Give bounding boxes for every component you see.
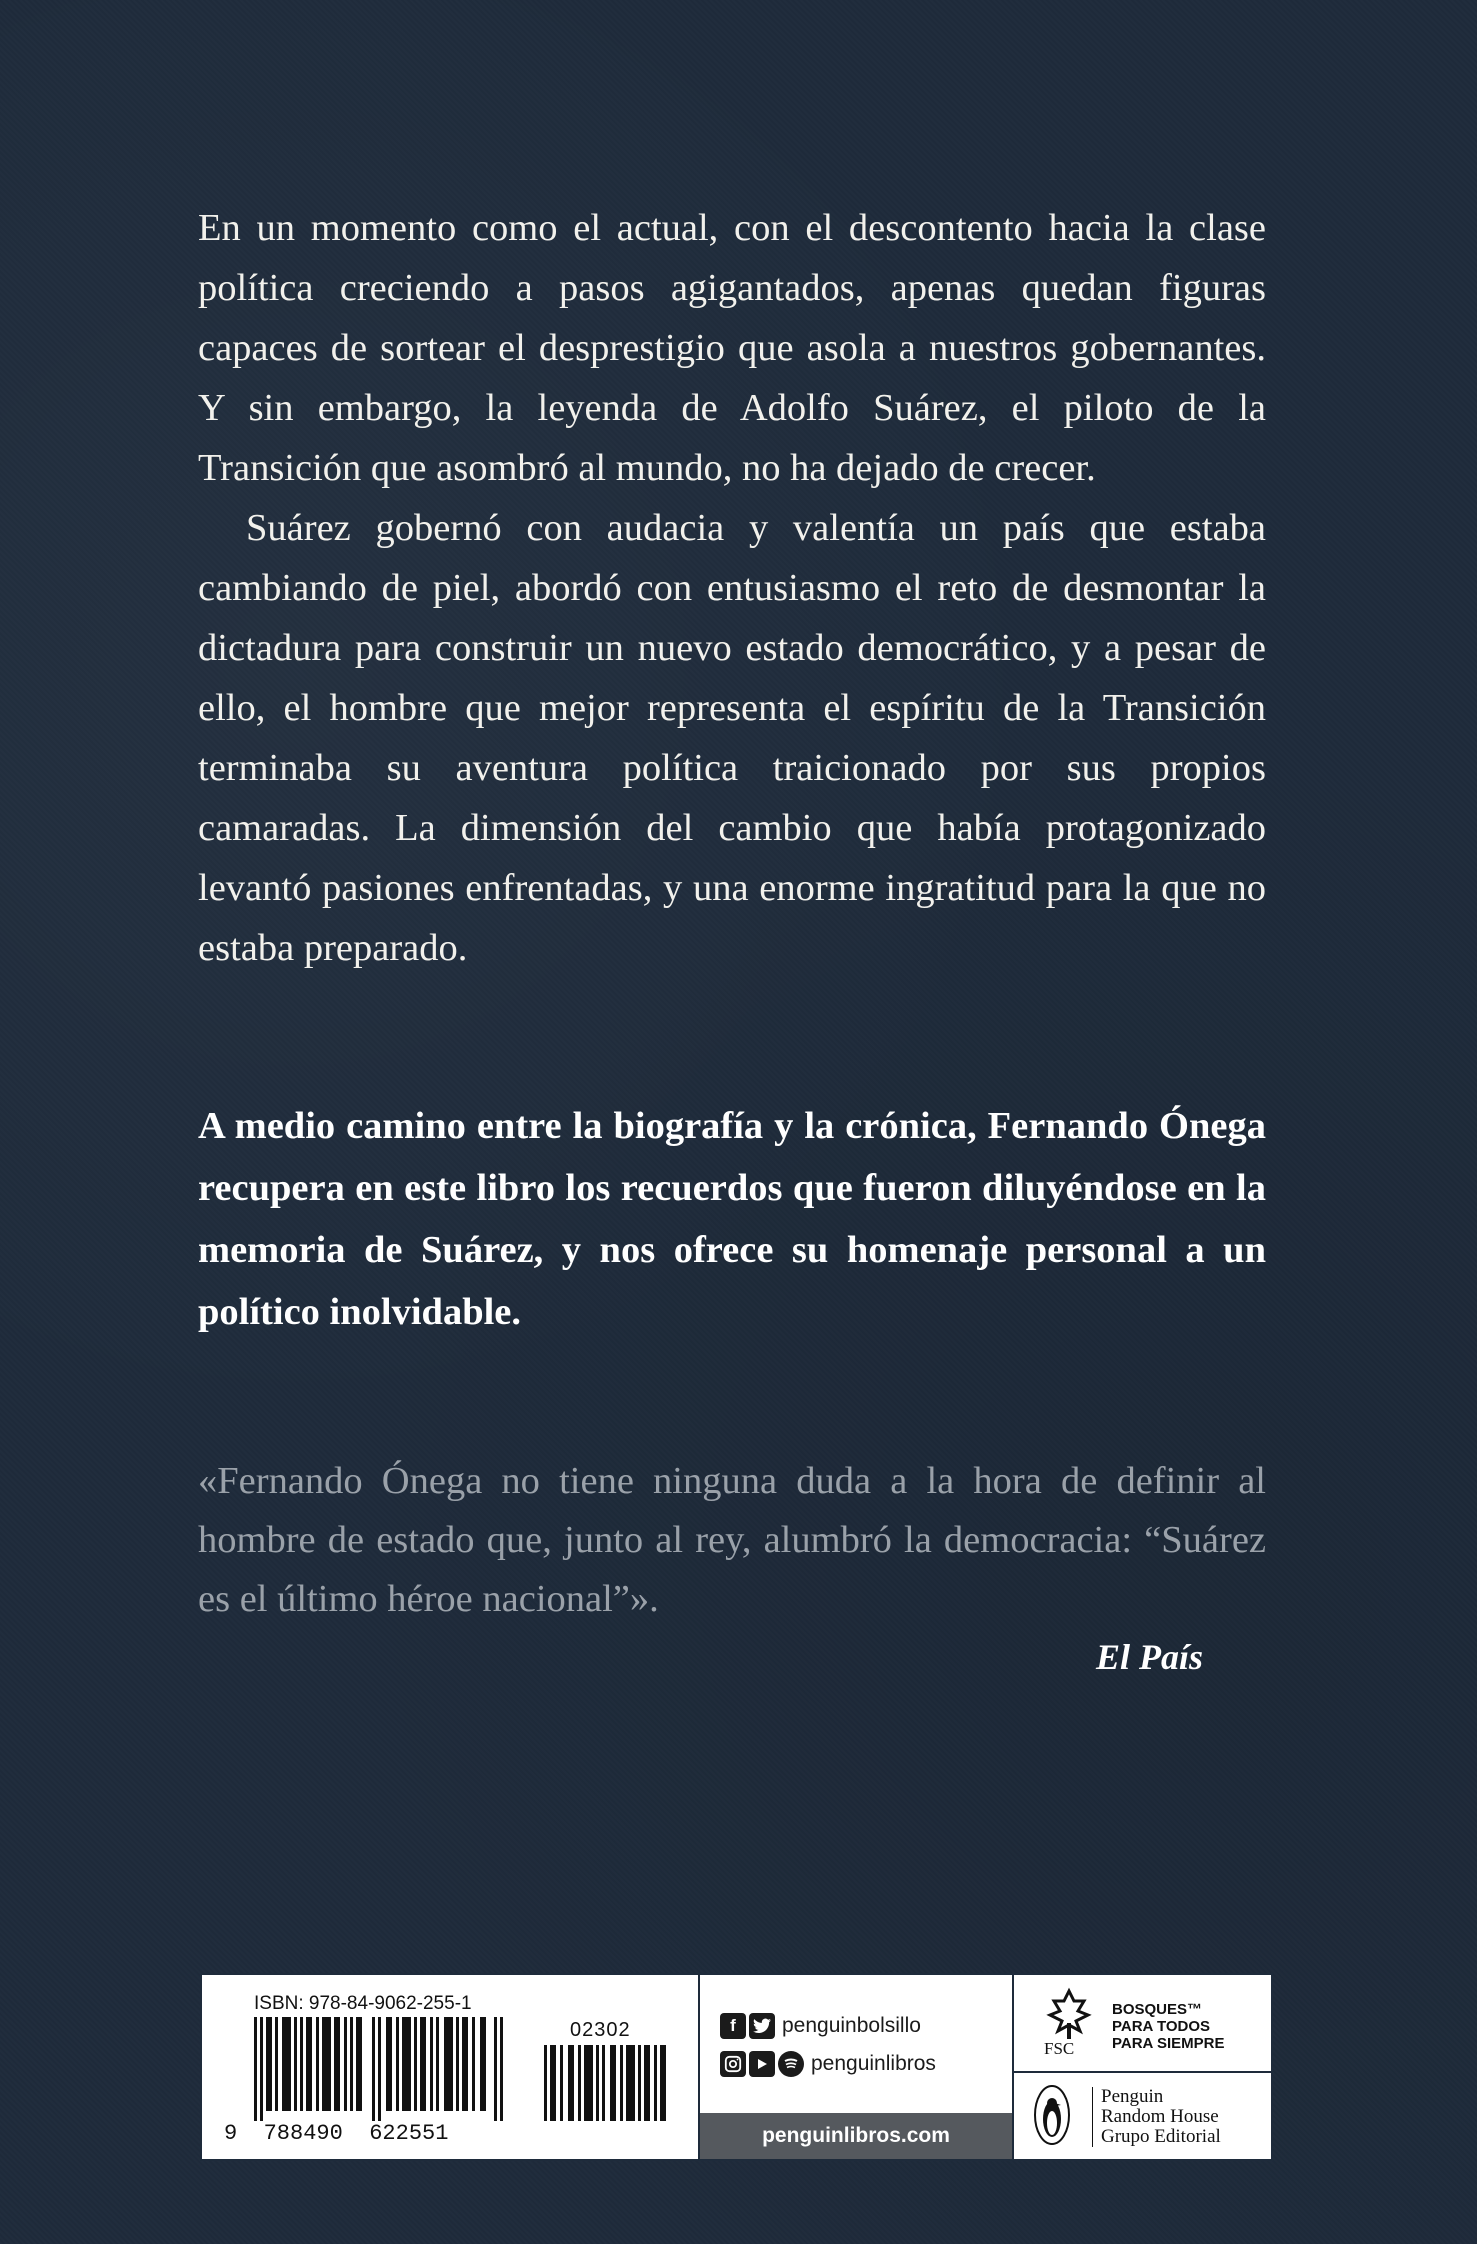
website-bar: penguinlibros.com: [700, 2113, 1012, 2159]
back-cover-info-panel: [200, 1973, 1273, 2161]
fsc-label: FSC: [1044, 2039, 1075, 2058]
publisher-line-2: Random House: [1101, 2106, 1219, 2127]
fsc-tree-icon: [1042, 1987, 1096, 2041]
penguin-icon: [1032, 2083, 1072, 2147]
publisher-name: [1092, 2087, 1221, 2147]
price-code: 02302: [570, 2019, 631, 2041]
barcode-digits: 9 788490 622551: [224, 2121, 449, 2146]
blurb-text: [198, 198, 1266, 978]
blurb-paragraph-2: Suárez gobernó con audacia y valentía un país que estaba cambiando de piel, abordó con entusiasmo el reto de desmontar la dictadura para construir un nuevo estado democrático, y a pesar de ello, el hombre que mejor representa el espíritu de la Transición terminaba su aventura política traicionado por sus propios camaradas. La dimensión del cambio que había protagonizado levantó pasiones enfrentadas, y una enorme ingratitud para la que no estaba preparado.: [198, 507, 1266, 969]
publisher-line-3: Grupo Editorial: [1101, 2126, 1221, 2147]
social-block: [700, 1975, 1014, 2159]
quote-source: El País: [1096, 1637, 1204, 1677]
fsc-slogan-line-3: PARA SIEMPRE: [1112, 2035, 1225, 2052]
fsc-slogan-line-2: PARA TODOS: [1112, 2018, 1211, 2035]
logos-block: [1014, 1975, 1271, 2159]
social-row-libros: [720, 2051, 936, 2077]
barcode-block: [202, 1975, 700, 2159]
youtube-icon: [749, 2051, 775, 2077]
addon-barcode: [544, 2045, 672, 2121]
social-row-bolsillo: [720, 2013, 921, 2039]
social-handle-bolsillo: penguinbolsillo: [782, 2014, 921, 2037]
ean-barcode: [254, 2017, 506, 2121]
publisher-logo: [1014, 2073, 1271, 2161]
publisher-line-1: Penguin: [1101, 2086, 1164, 2107]
press-quote: «Fernando Ónega no tiene ninguna duda a la hora de definir al hombre de estado que, junto al rey, alumbró la democracia: “Suárez es el último héroe nacional”».: [198, 1460, 1266, 1620]
blurb-paragraph-1: En un momento como el actual, con el descontento hacia la clase política creciendo a pasos agigantados, apenas quedan figuras capaces de sortear el desprestigio que asola a nuestros gobernantes. Y sin embargo, la leyenda de Adolfo Suárez, el piloto de la Transición que asombró al mundo, no ha dejado de crecer.: [198, 207, 1266, 489]
spotify-icon: [778, 2051, 804, 2077]
fsc-slogan-line-1: BOSQUES™: [1112, 2001, 1203, 2018]
instagram-icon: [720, 2051, 746, 2077]
highlight-paragraph: A medio camino entre la biografía y la crónica, Fernando Ónega recupera en este libro los recuerdos que fueron diluyéndose en la memoria de Suárez, y nos ofrece su homenaje personal a un político inolvidable.: [198, 1105, 1266, 1333]
fsc-logo: [1014, 1975, 1271, 2073]
twitter-icon: [749, 2013, 775, 2039]
facebook-icon: f: [720, 2013, 746, 2039]
fsc-slogan: [1112, 2001, 1225, 2052]
social-handle-libros: penguinlibros: [811, 2052, 936, 2075]
isbn-label: ISBN: 978-84-9062-255-1: [254, 1993, 472, 2014]
